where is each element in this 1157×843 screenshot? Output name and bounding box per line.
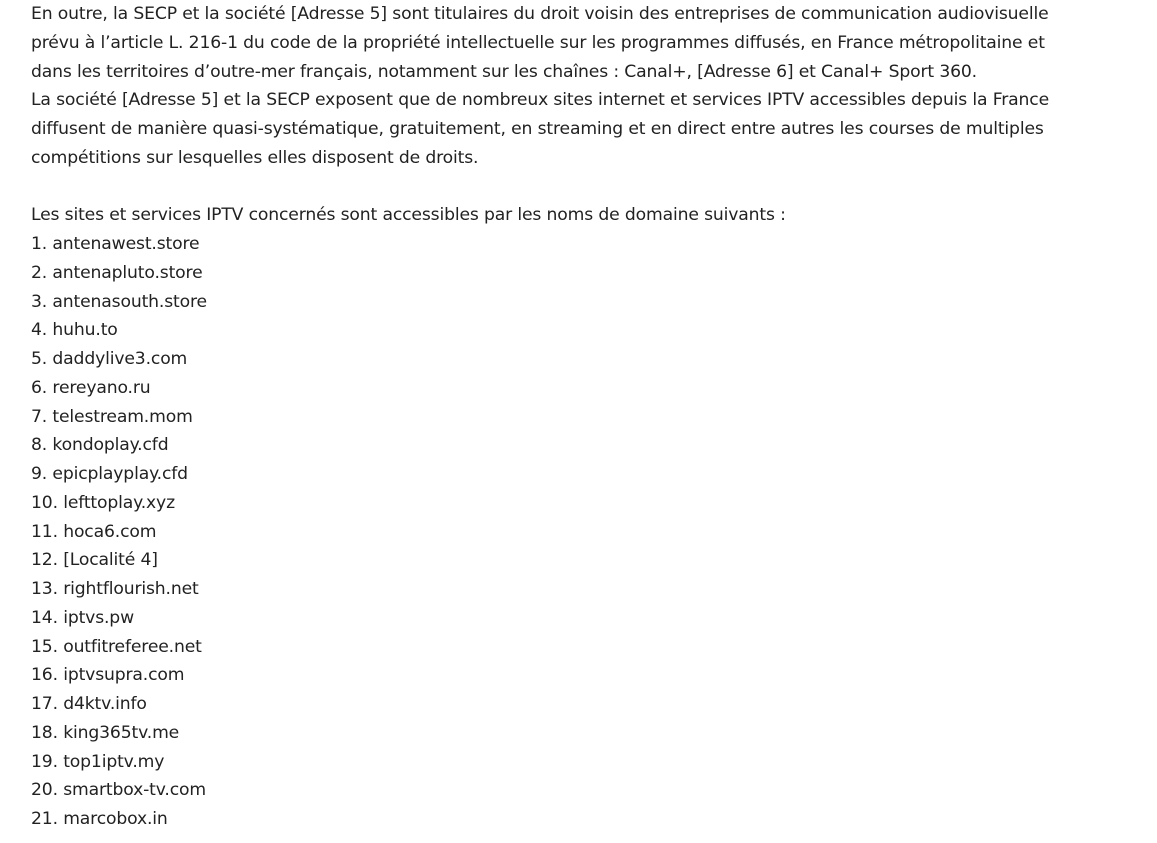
domain-list xyxy=(31,230,1131,834)
list-item: 6. rereyano.ru xyxy=(31,377,151,398)
list-item: 2. antenapluto.store xyxy=(31,262,203,283)
text-line: dans les territoires d’outre-mer français, notamment sur les chaînes : Canal+, [Adresse 6] et Canal+ Sport 360. xyxy=(31,61,977,82)
list-item: 5. daddylive3.com xyxy=(31,349,188,369)
list-item: 18. king365tv.me xyxy=(31,722,180,743)
text-line: compétitions sur lesquelles elles disposent de droits. xyxy=(31,147,479,168)
list-item: 15. outfitreferee.net xyxy=(31,636,202,657)
list-item: 14. iptvs.pw xyxy=(31,607,134,628)
text-line: diffusent de manière quasi-systématique, gratuitement, en streaming et en direct entre autres les courses de multiples xyxy=(31,119,1044,139)
paragraph-rights xyxy=(31,0,1131,86)
list-item: 16. iptvsupra.com xyxy=(31,665,185,686)
list-item: 17. d4ktv.info xyxy=(31,694,147,714)
list-item: 19. top1iptv.my xyxy=(31,751,165,772)
list-item: 3. antenasouth.store xyxy=(31,291,207,312)
spacer xyxy=(31,173,1131,202)
list-item: 12. [Localité 4] xyxy=(31,550,158,571)
list-item: 7. telestream.mom xyxy=(31,406,193,427)
list-item: 10. lefttoplay.xyz xyxy=(31,492,175,513)
list-item: 1. antenawest.store xyxy=(31,234,200,254)
text-line: En outre, la SECP et la société [Adresse 5] sont titulaires du droit voisin des entreprises de communication audiovisuelle xyxy=(31,4,1049,24)
list-item: 8. kondoplay.cfd xyxy=(31,435,169,456)
domains-intro: Les sites et services IPTV concernés sont accessibles par les noms de domaine suivants : xyxy=(31,205,786,226)
text-line: La société [Adresse 5] et la SECP exposent que de nombreux sites internet et services IPTV accessibles depuis la France xyxy=(31,90,1049,111)
text-line: prévu à l’article L. 216-1 du code de la propriété intellectuelle sur les programmes diffusés, en France métropolitaine et xyxy=(31,32,1045,53)
list-item: 13. rightflourish.net xyxy=(31,579,199,599)
list-item: 20. smartbox-tv.com xyxy=(31,780,206,801)
list-item: 11. hoca6.com xyxy=(31,521,157,542)
list-item: 4. huhu.to xyxy=(31,320,118,341)
list-item: 9. epicplayplay.cfd xyxy=(31,464,188,484)
list-item: 21. marcobox.in xyxy=(31,809,168,829)
paragraph-claims xyxy=(31,86,1131,172)
